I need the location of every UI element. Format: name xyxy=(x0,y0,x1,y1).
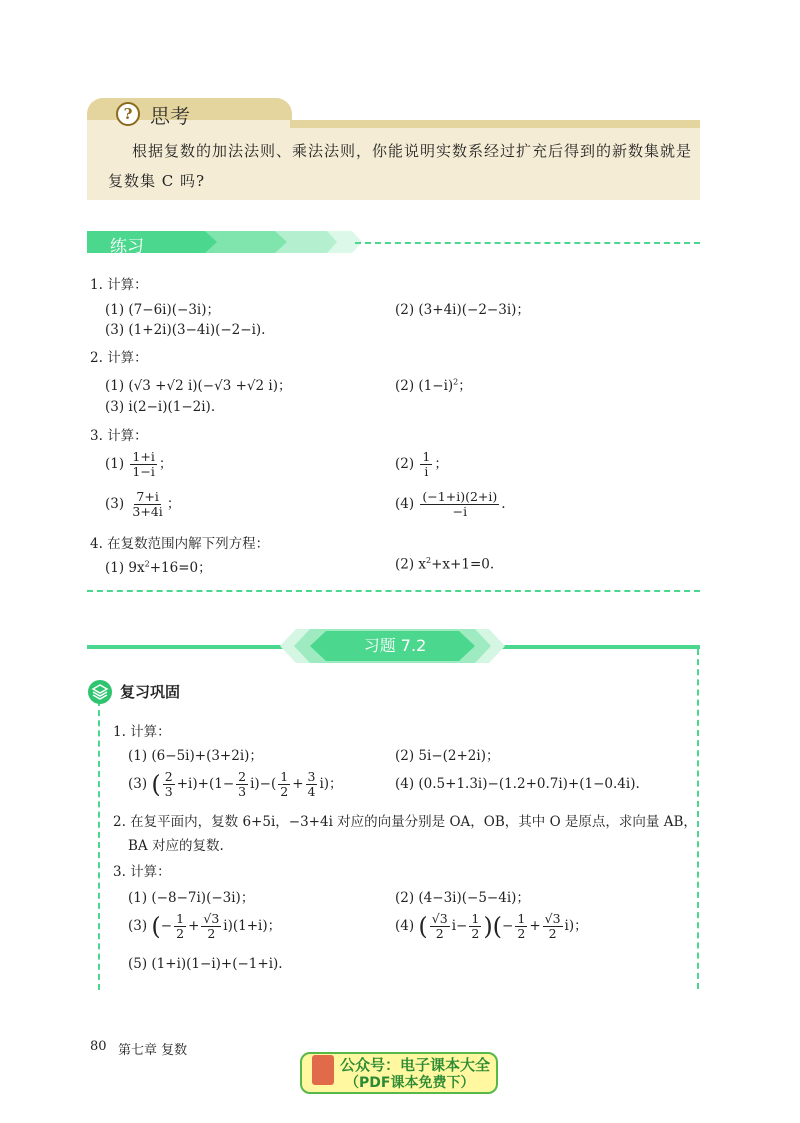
practice-q1-a: (1) (7−6i)(−3i)； xyxy=(105,302,221,318)
exercise-q3-e: (5) (1+i)(1−i)+(−1+i). xyxy=(128,956,283,972)
exercise-q3-c: (3) (− $\frac{1}{2}$ + $\frac{√3}{2}$ i)(1+i)； xyxy=(128,911,282,941)
practice-q2-b: (2) $(1-i)^2$； xyxy=(395,377,472,394)
watermark-line1: 公众号：电子课本大全 xyxy=(340,1056,491,1074)
chapter-label: 第七章 复数 xyxy=(118,1043,188,1058)
practice-q4-label: 4. 在复数范围内解下列方程： xyxy=(90,536,270,552)
practice-q3-b: (2) $\frac{1}{i}$ ； xyxy=(395,449,448,479)
exercise-q1-c: (3) ( $\frac{2}{3}$ +i)+(1− $\frac{2}{3}$ i)−( $\frac{1}{2}$ + $\frac{3}{4}$ i)； xyxy=(128,769,343,799)
exercise-border-right xyxy=(697,649,699,989)
practice-divider-bottom xyxy=(87,590,700,592)
practice-q1-c: (3) (1+2i)(3−4i)(−2−i). xyxy=(105,322,266,338)
exercise-q3-label: 3. 计算： xyxy=(113,864,171,880)
exercise-q3-d: (4) ( $\frac{√3}{2}$ i− $\frac{1}{2}$ )(− $\frac{1}{2}$ + $\frac{√3}{2}$ i)； xyxy=(395,911,588,941)
exercise-rule-right xyxy=(500,645,700,649)
think-title: 思考 xyxy=(150,104,190,128)
exercise-title: 习题 7.2 xyxy=(363,636,427,655)
practice-q2-a: (1) (√3 +√2 i)(−√3 +√2 i)； xyxy=(105,378,292,394)
practice-divider-top xyxy=(355,242,700,244)
exercise-q1-b: (2) 5i−(2+2i)； xyxy=(395,748,500,764)
think-band xyxy=(290,120,700,128)
book-icon xyxy=(312,1055,334,1085)
practice-q4-b: (2) $x^2+x+1=0$. xyxy=(395,556,495,573)
practice-q3-d: (4) $\frac{(-1+i)(2+i)}{-i}$ . xyxy=(395,489,506,519)
exercise-q1-a: (1) (6−5i)+(3+2i)； xyxy=(128,748,263,764)
watermark-line2: （PDF课本免费下） xyxy=(345,1075,475,1091)
practice-q3-a: (1) $\frac{1+i}{1-i}$ ； xyxy=(105,449,173,479)
exercise-q1-d: (4) (0.5+1.3i)−(1.2+0.7i)+(1−0.4i). xyxy=(395,776,640,792)
layers-icon xyxy=(88,680,112,704)
practice-q4-a: (1) $9x^2+16=0$； xyxy=(105,559,212,576)
exercise-rule-left xyxy=(87,645,287,649)
practice-q2-c: (3) i(2−i)(1−2i). xyxy=(105,399,216,415)
practice-q1-label: 1. 计算： xyxy=(90,277,148,293)
practice-q2-label: 2. 计算： xyxy=(90,350,148,366)
exercise-q2-line2: BA 对应的复数. xyxy=(128,838,224,854)
think-text-line1: 根据复数的加法法则、乘法法则，你能说明实数系经过扩充后得到的新数集就是 xyxy=(132,142,693,160)
exercise-border-left xyxy=(98,700,100,990)
question-icon: ? xyxy=(116,102,140,126)
page-number: 80 xyxy=(90,1039,107,1054)
practice-q1-b: (2) (3+4i)(−2−3i)； xyxy=(395,302,530,318)
exercise-q2-line1: 2. 在复平面内，复数 6+5i，−3+4i 对应的向量分别是 OA，OB，其中 O 是原点，求向量 AB， xyxy=(113,814,697,830)
think-text-line2: 复数集 C 吗? xyxy=(108,172,206,190)
exercise-q3-b: (2) (4−3i)(−5−4i)； xyxy=(395,890,530,906)
practice-q3-c: (3) $\frac{7+i}{3+4i}$ ； xyxy=(105,489,181,519)
practice-title: 练习 xyxy=(110,237,144,257)
review-title: 复习巩固 xyxy=(120,683,181,701)
exercise-q1-label: 1. 计算： xyxy=(113,724,171,740)
practice-q3-label: 3. 计算： xyxy=(90,428,148,444)
exercise-q3-a: (1) (−8−7i)(−3i)； xyxy=(128,890,255,906)
